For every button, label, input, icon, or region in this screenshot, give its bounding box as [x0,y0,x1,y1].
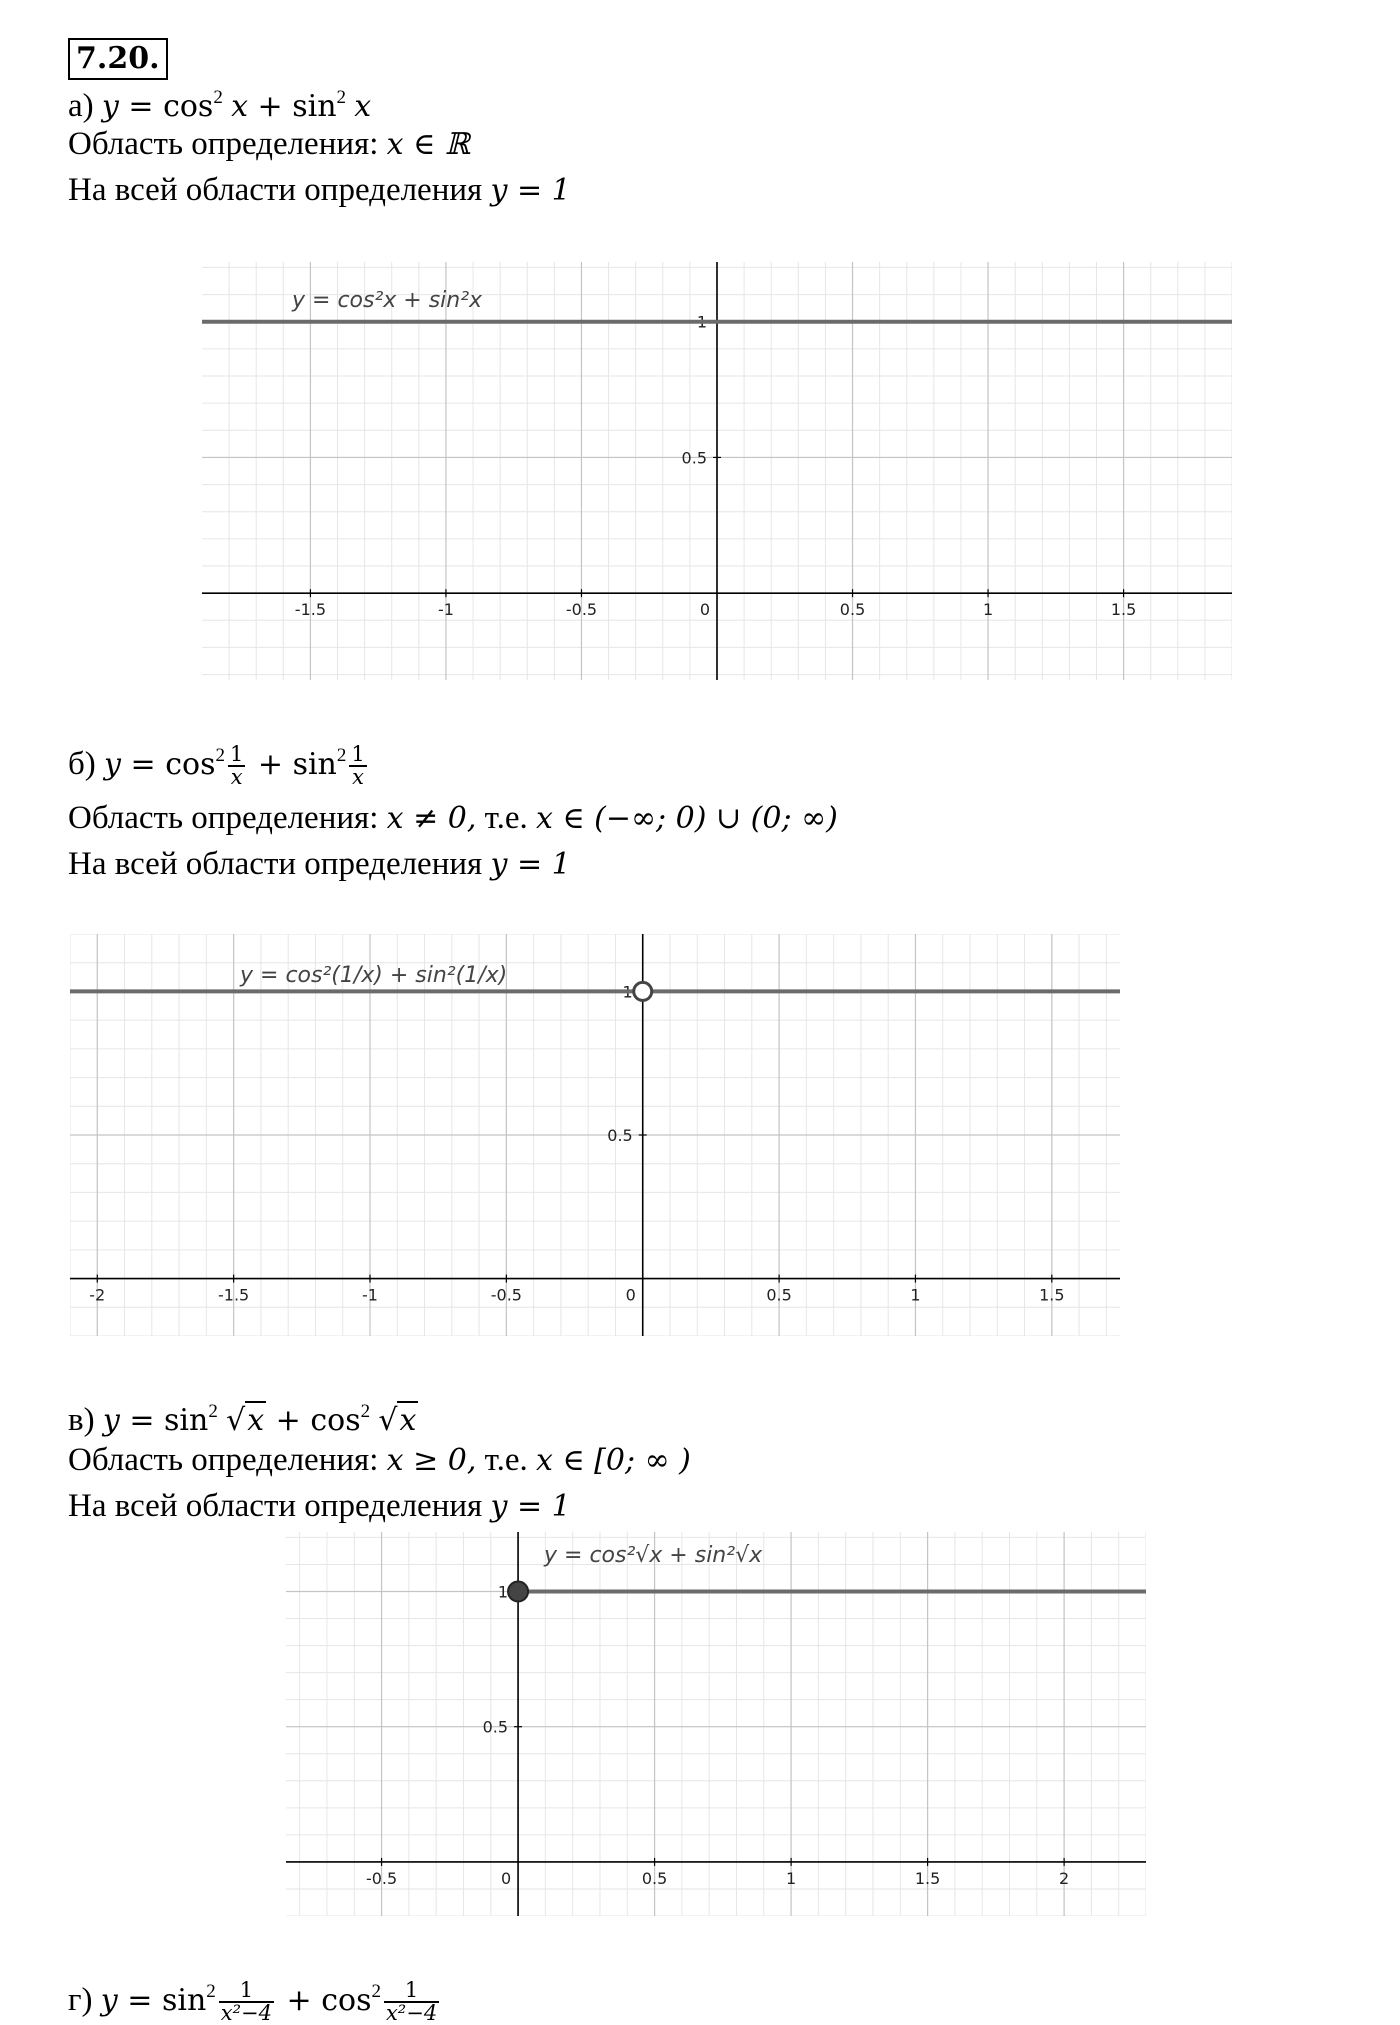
x-tick-label: 1 [982,600,994,620]
graph-v [286,1532,1146,1916]
graph-a [202,262,1232,680]
x-tick-label: -0.5 [365,1868,398,1888]
x-tick-label: -1.5 [218,1285,250,1305]
part-a-result: На всей области определения y = 1 [68,172,571,208]
part-b-result: На всей области определения y = 1 [68,846,571,882]
part-b-function: б) $y = \cos^2$ $\frac{1}{x}$ + $\sin^2$ $\frac{1}{x}$ [68,742,365,790]
graph-b [70,934,1120,1336]
y-tick-label: 0.5 [681,448,707,468]
x-tick-label: 0 [500,1868,512,1888]
y-tick-label: 0.5 [607,1126,633,1145]
x-tick-label: 2 [1059,1868,1070,1888]
part-a-function: а) $y = \cos^2 x + \sin^2 x$ [68,87,372,124]
function-label: y = cos²x + sin²x [292,288,483,313]
closed-point [508,1581,528,1601]
part-a-domain: Область определения: x ∈ ℝ [68,126,470,162]
y-tick-label: 1 [696,312,707,332]
y-tick-label: 1 [622,982,633,1002]
y-tick-label: 0.5 [482,1717,509,1737]
x-tick-label: 1.5 [914,1868,941,1888]
x-tick-label: -1 [437,600,454,620]
function-label: y = cos²√x + sin²√x [544,1543,763,1568]
part-b-domain: Область определения: x ≠ 0, т.е. x ∈ (−∞; 0) ∪ (0; ∞) [68,800,838,836]
x-tick-label: 0.5 [641,1868,668,1888]
problem-number: 7.20. [68,38,168,80]
x-tick-label: -0.5 [565,600,598,620]
y-tick-label: 1 [497,1582,509,1602]
part-v-domain: Область определения: x ≥ 0, т.е. x ∈ [0; ∞ ) [68,1442,691,1478]
x-tick-label: -1.5 [294,600,327,620]
part-g-function: г) $y = \sin^2$ $\frac{1}{\text{x²−4}}$ + $\cos^2$ $\frac{1}{\text{x²−4}}$ [68,1978,438,2025]
part-v-function: в) $y = \sin^2 √x + \cos^2 √x$ [68,1401,417,1438]
x-tick-label: -1 [362,1285,378,1305]
x-tick-label: -0.5 [490,1285,522,1305]
x-tick-label: 1.5 [1039,1285,1065,1305]
open-point [634,982,652,1000]
part-v-result: На всей области определения y = 1 [68,1488,571,1524]
function-label: y = cos²(1/x) + sin²(1/x) [240,963,508,988]
x-tick-label: 1 [910,1285,921,1305]
x-tick-label: 1.5 [1110,600,1137,620]
x-tick-label: 0 [699,600,711,620]
x-tick-label: 0.5 [839,600,866,620]
x-tick-label: -2 [89,1285,106,1305]
x-tick-label: 1 [785,1868,797,1888]
x-tick-label: 0.5 [766,1285,792,1305]
x-tick-label: 0 [625,1285,636,1305]
